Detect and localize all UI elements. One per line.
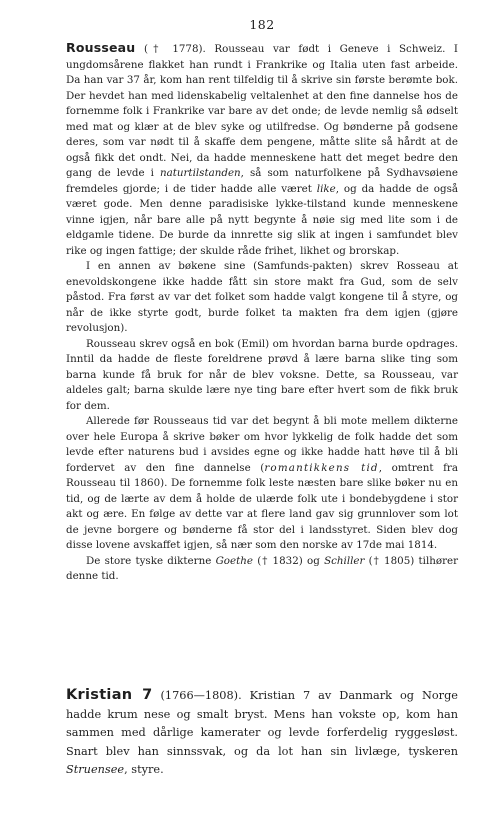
term-like: like [316,182,336,195]
kristian-text-a: Kristian 7 av Danmark og Norge hadde krum nese og smalt bryst. Mens han vokste op, kom han sammen med dårlige kamerater og levde forferdelig ryggesløst. Snart blev han sinnssvak, og da lot han sin livlæge, tyskeren [66,689,458,758]
rousseau-text-4b: , omtrent fra Rousseau til 1860). De fornemme folk leste næsten bare slike bøker nu en tid, og de lærte av dem å holde de ulærde folk ute i bondebygdene i stor akt og ære. En følge av dette var at flere land gav sig grunnlover som lot de jevne borgere og bønderne få stor del i landsstyret. Siden blev dog disse lovene avskaffet igjen, så nær som den norske av 17de mai 1814. [66,461,458,551]
rousseau-paragraph-2: I en annen av bøkene sine (Samfunds-pakten) skrev Rosseau at enevoldskongene ikke hadde fått sin store makt fra Gud, som de selv påstod. Fra først av var det folket som hadde valgt kongene til å styre, og når de ikke styrte godt, burde folket ta makten fra dem igjen (gjøre revolusjon). [66,260,458,334]
rousseau-text-1b: , så som naturfolkene på Sydhavsøiene fremdeles gjorde; i de tider hadde alle været [66,167,458,195]
rousseau-text-1c: , og da hadde de også været gode. Men denne paradisiske lykke-tilstand kunde menneskene vinne igjen, når bare alle på nytt begynte å nøie sig med lite som i de eldgamle tidene. De burde da innrette sig slik at ingen i samfundet blev rike og ingen fattige; der skulde råde frihet, likhet og brorskap. [66,182,458,257]
name-goethe: Goethe [215,554,253,567]
kristian-heading: Kristian 7 [66,687,153,703]
kristian-text-b: , styre. [124,763,164,777]
rousseau-entry [66,40,458,585]
rousseau-heading: Rousseau [66,40,136,55]
rousseau-dates: († 1778). [135,43,215,55]
rousseau-paragraph-4 [66,414,458,554]
rousseau-text-5c: († 1805) tilhører denne tid. [66,554,459,582]
name-struensee: Struensee [66,763,125,777]
rousseau-text-5a: De store tyske dikterne [86,554,216,567]
term-naturtilstanden: naturtilstanden [159,167,241,179]
rousseau-paragraph-5 [66,554,458,585]
rousseau-paragraph-1 [66,40,458,259]
kristian-dates: (1766—1808). [152,689,250,702]
kristian-paragraph [66,686,458,780]
name-schiller: Schiller [324,554,365,567]
rousseau-paragraph-3: Rousseau skrev også en bok (Emil) om hvordan barna burde opdrages. Inntil da hadde de fleste foreldrene prøvd å lære barna slike ting som barna kunde få bruk for når de blev voksne. Dette, sa Rousseau, var aldeles galt; barna skulde lære nye ting bare efter hvert som de fikk bruk for dem. [66,337,458,412]
kristian-entry [66,686,458,780]
rousseau-text-5b: († 1832) og [252,554,325,567]
rousseau-text-1a: Rousseau var født i Geneve i Schweiz. I ungdomsårene flakket han rundt i Frankrike og Italia uten fast arbeide. Da han var 37 år, kom han rent tilfeldig til å skrive sin første berømte bok. Der hevdet han med lidenskabelig veltalenhet at den fine dannelse hos de fornemme folk i Frankrike var bare av det onde; de levde nemlig så ødselt med mat og klær at de blev syke og utilfredse. Og bønderne på godsene deres, som var nødt til å skaffe dem pengene, måtte slite så hårdt at de også fikk det ondt. Nei, da hadde menneskene hatt det meget bedre den gang de levde i [66,43,458,179]
rousseau-text-4a: Allerede før Rousseaus tid var det begynt å bli mote mellem dikterne over hele Europa å skrive bøker om hvor lykkelig de folk hadde det som levde efter naturens bud i avsides egne og ikke hadde hatt høve til å bli fordervet av den fine dannelse ( [66,415,458,474]
page-number: 182 [249,17,275,32]
term-romantikkens-tid: romantikkens tid [264,461,379,474]
